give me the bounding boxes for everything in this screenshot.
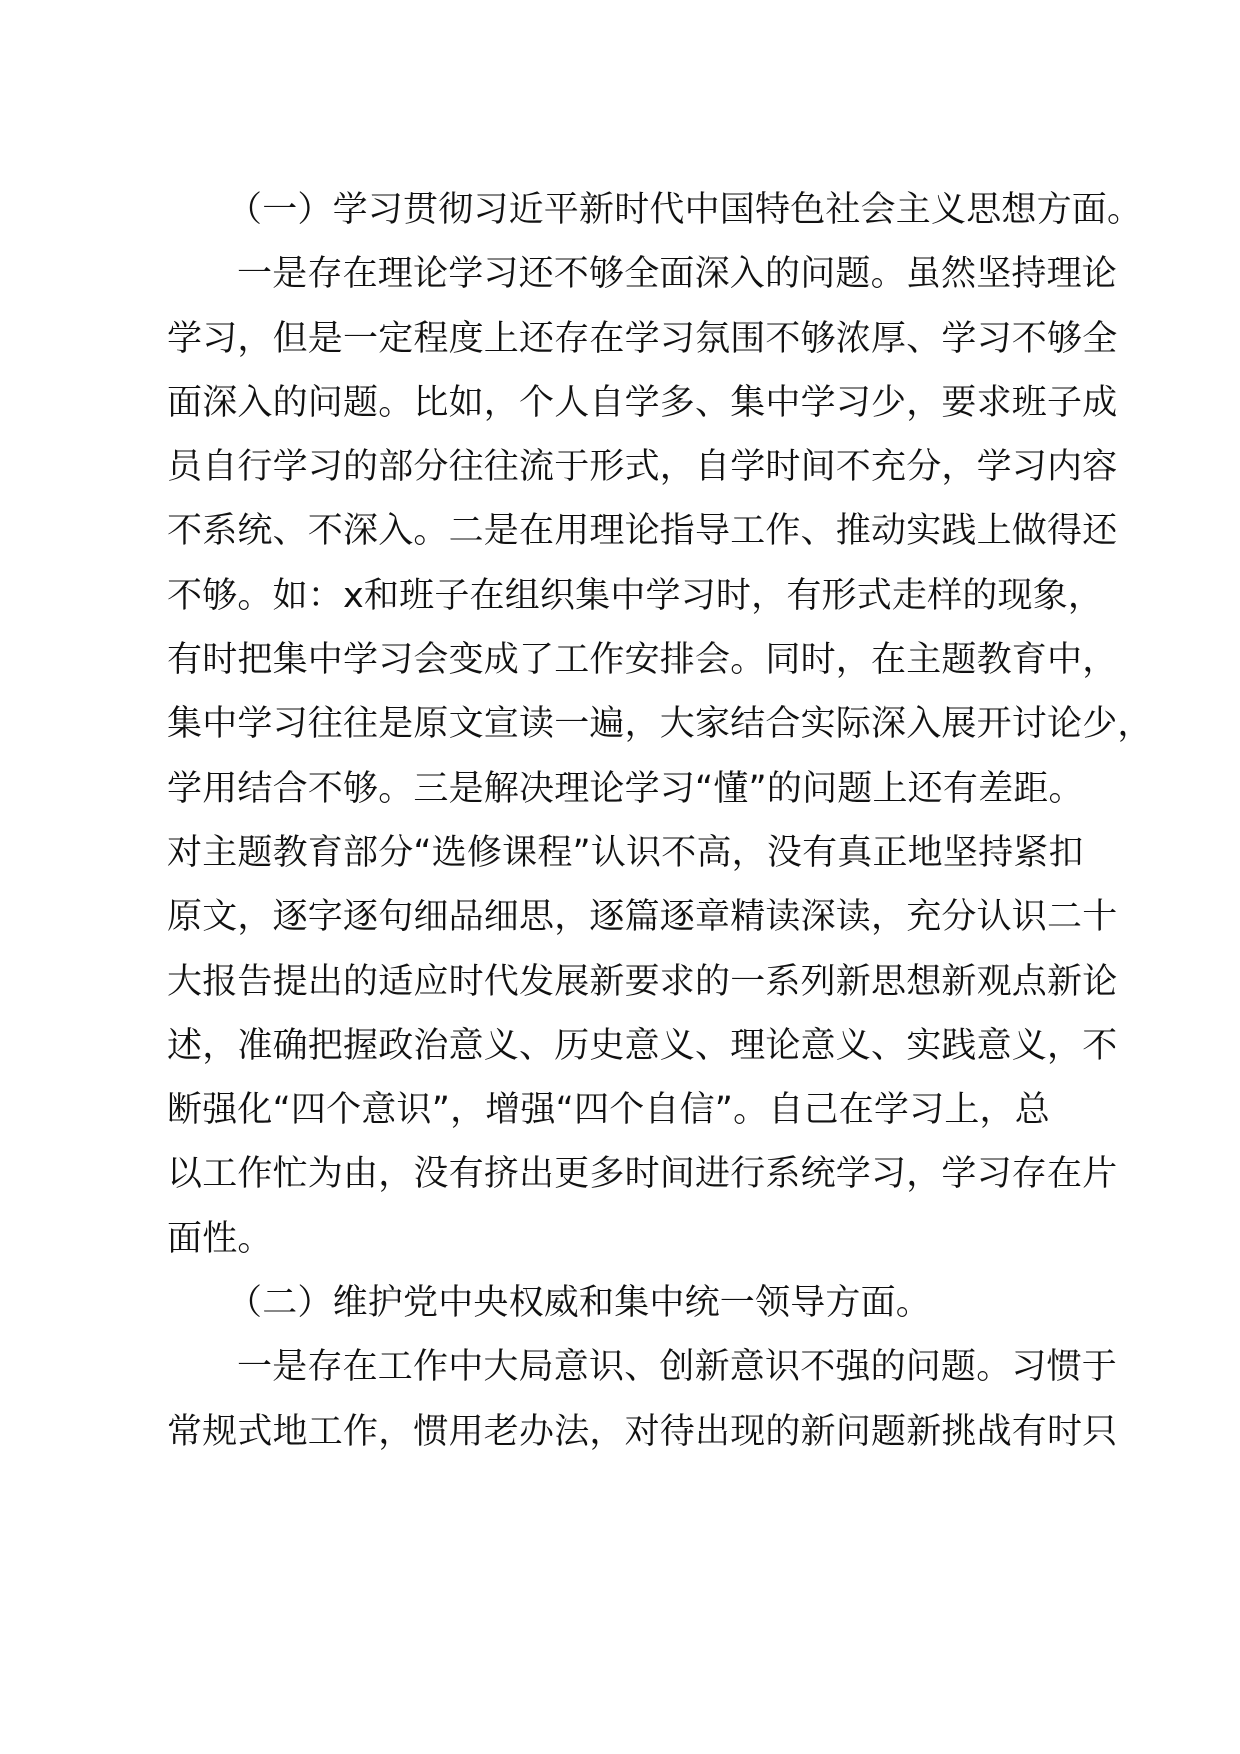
paragraph-line: 不系统、不深入。二是在用理论指导工作、推动实践上做得还 [167,511,1118,552]
paragraph-line: 学用结合不够。三是解决理论学习“懂”的问题上还有差距。 [167,768,1084,809]
paragraph-line: 面性。 [167,1218,273,1259]
paragraph-line: 原文，逐字逐句细品细思，逐篇逐章精读深读，充分认识二十 [167,897,1118,938]
section-heading-1: （一）学习贯彻习近平新时代中国特色社会主义思想方面。 [227,190,1143,230]
paragraph-line: 常规式地工作，惯用老办法，对待出现的新问题新挑战有时只 [167,1411,1118,1452]
paragraph-line: 集中学习往往是原文宣读一遍，大家结合实际深入展开讨论少， [167,704,1153,745]
paragraph-line: 断强化“四个意识”，增强“四个自信”。自己在学习上，总 [167,1090,1050,1131]
paragraph-line: 员自行学习的部分往往流于形式，自学时间不充分，学习内容 [167,447,1118,488]
paragraph-line: 一是存在理论学习还不够全面深入的问题。虽然坚持理论 [237,254,1118,295]
paragraph-line: 面深入的问题。比如，个人自学多、集中学习少，要求班子成 [167,382,1118,423]
section-heading-2: （二）维护党中央权威和集中统一领导方面。 [227,1283,932,1324]
paragraph-line: 不够。如：x和班子在组织集中学习时，有形式走样的现象， [167,575,1104,616]
document-body [167,178,1153,1464]
paragraph-line: 学习，但是一定程度上还存在学习氛围不够浓厚、学习不够全 [167,318,1118,359]
paragraph-line: 以工作忙为由，没有挤出更多时间进行系统学习，学习存在片 [167,1154,1118,1195]
paragraph-line: 一是存在工作中大局意识、创新意识不强的问题。习惯于 [237,1347,1118,1388]
paragraph-line: 述，准确把握政治意义、历史意义、理论意义、实践意义，不 [167,1025,1118,1066]
paragraph-line: 对主题教育部分“选修课程”认识不高，没有真正地坚持紧扣 [167,832,1084,873]
paragraph-line: 大报告提出的适应时代发展新要求的一系列新思想新观点新论 [167,961,1118,1002]
paragraph-line: 有时把集中学习会变成了工作安排会。同时，在主题教育中， [167,640,1118,681]
